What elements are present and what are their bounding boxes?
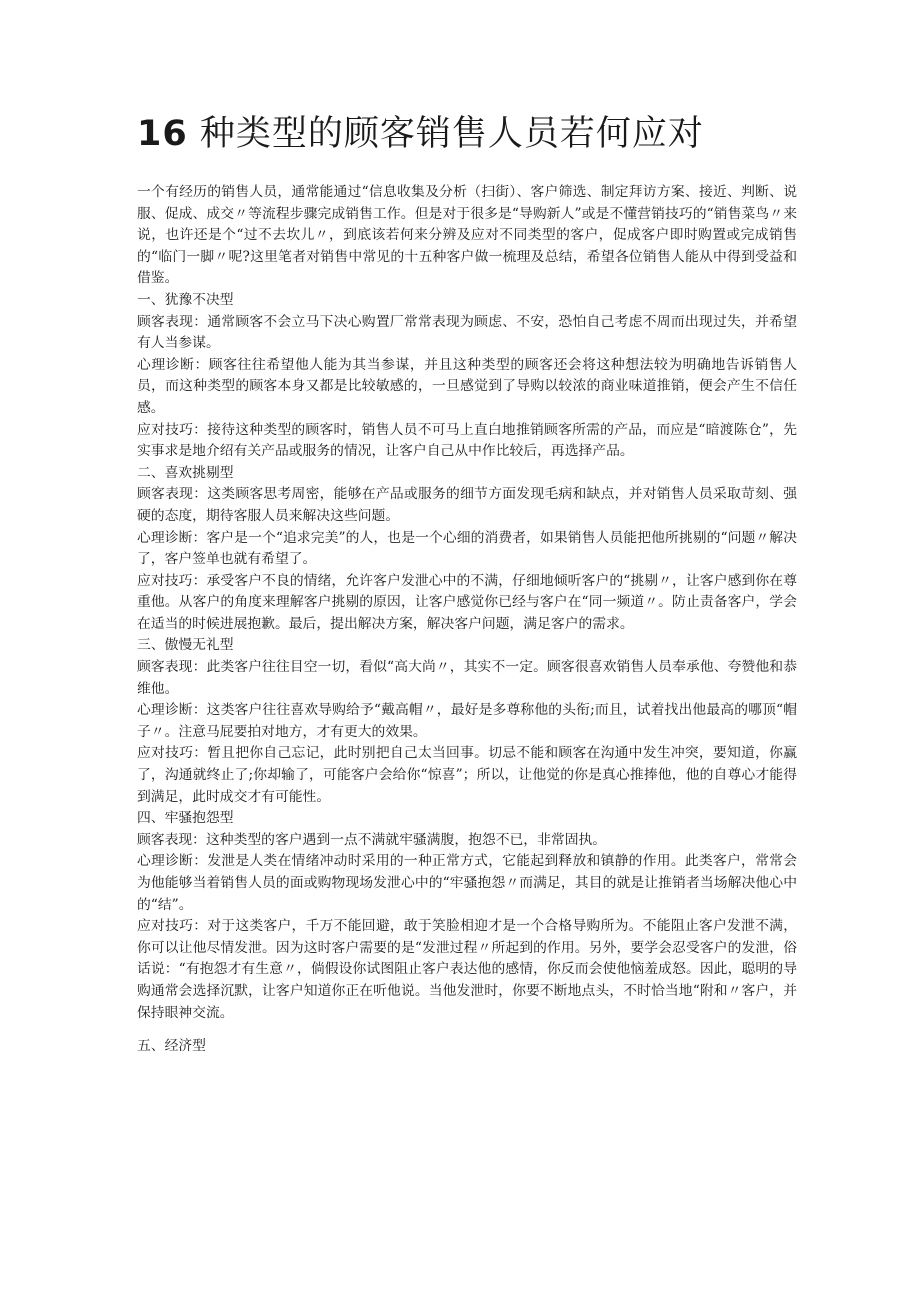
document-page [137,110,797,1058]
section-4-technique: 应对技巧：对于这类客户，千万不能回避，敢于笑脸相迎才是一个合格导购所为。不能阻止客户发泄不满，你可以让他尽情发泄。因为这时客户需要的是“发泄过程〃所起到的作用。另外，要学会忍受客户的发泄，俗话说：“有抱怨才有生意〃，倘假设你试图阻止客户表达他的感情，你反而会使他恼羞成怒。因此，聪明的导购通常会选择沉默，让客户知道你正在听他说。当他发泄时，你要不断地点头，不时恰当地“附和〃客户，并保持眼神交流。 [137,918,797,1021]
section-3-customer-behavior: 顾客表现：此类客户往往目空一切，看似“高大尚〃，其实不一定。顾客很喜欢销售人员奉承他、夸赞他和恭维他。 [137,659,797,697]
section-1-customer-behavior: 顾客表现：通常顾客不会立马下决心购置厂常常表现为顾虑、不安，恐怕自己考虑不周而出现过失，并希望有人当参谋。 [137,313,797,352]
section-heading-4: 四、牢骚抱怨型 [137,810,234,827]
section-3-technique: 应对技巧：暂且把你自己忘记，此时别把自己太当回事。切忌不能和顾客在沟通中发生冲突，要知道，你赢了，沟通就终止了;你却输了，可能客户会给你“惊喜”；所以，让他觉的你是真心推捧他，他的自尊心才能得到满足，此时成交才有可能性。 [137,745,797,805]
section-heading-3: 三、傲慢无礼型 [137,637,234,654]
section-4-psychology: 心理诊断：发泄是人类在情绪冲动时采用的一种正常方式，它能起到释放和镇静的作用。此类客户，常常会为他能够当着销售人员的面或购物现场发泄心中的“牢骚抱怨〃而满足，其目的就是让推销者当场解决他心中的“结”。 [137,853,797,913]
section-heading-5: 五、经济型 [137,1038,206,1055]
section-2-psychology: 心理诊断：客户是一个“追求完美”的人，也是一个心细的消费者，如果销售人员能把他所挑剔的“问题〃解决了，客户签单也就有希望了。 [137,529,797,568]
section-heading-2: 二、喜欢挑剔型 [137,464,234,481]
section-1-psychology: 心理诊断：顾客往往希望他人能为其当参谋，并且这种类型的顾客还会将这种想法较为明确地告诉销售人员，而这种类型的顾客本身又都是比较敏感的，一旦感觉到了导购以较浓的商业味道推销，便会产生不信任感。 [137,356,797,416]
section-3-psychology: 心理诊断：这类客户往往喜欢导购给予“戴高帽〃，最好是多尊称他的头衔;而且，试着找出他最高的哪顶“帽子〃。注意马屁要拍对地方，才有更大的效果。 [137,702,797,740]
section-2-customer-behavior: 顾客表现：这类顾客思考周密，能够在产品或服务的细节方面发现毛病和缺点，并对销售人员采取苛刻、强硬的态度，期待客服人员来解决这些问题。 [137,486,797,524]
document-title [137,110,797,158]
section-1-technique: 应对技巧：接待这种类型的顾客时，销售人员不可马上直白地推销顾客所需的产品，而应是“暗渡陈仓”，先实事求是地介绍有关产品或服务的情况，让客户自己从中作比较后，再选择产品。 [137,421,797,460]
section-2-technique: 应对技巧：承受客户不良的情绪，允许客户发泄心中的不满，仔细地倾听客户的“挑剔〃，让客户感到你在尊重他。从客户的角度来理解客户挑剔的原因，让客户感觉你已经与客户在“同一频道〃。防止责备客户，学会在适当的时候进展抱歉。最后，提出解决方案，解决客户问题，满足客户的需求。 [137,572,797,632]
title-text: 种类型的顾客销售人员若何应对 [199,114,704,154]
section-heading-1: 一、犹豫不决型 [137,291,234,308]
intro-paragraph: 一个有经历的销售人员，通常能通过“信息收集及分析（扫街）、客户筛选、制定拜访方案、接近、判断、说服、促成、成交〃等流程步骤完成销售工作。但是对于很多是“导购新人”或是不懂营销技巧的“销售菜鸟〃来说，也许还是个“过不去坎儿〃，到底该若何来分辨及应对不同类型的客户，促成客户即时购置或完成销售的“临门一脚〃呢?这里笔者对销售中常见的十五种客户做一梳理及总结，希望各位销售人能从中得到受益和借鉴。 [137,184,797,287]
document-body [137,182,797,1058]
section-4-customer-behavior: 顾客表现：这种类型的客户遇到一点不满就牢骚满腹，抱怨不已，非常固执。 [137,831,607,848]
title-number: 16 [137,114,188,154]
